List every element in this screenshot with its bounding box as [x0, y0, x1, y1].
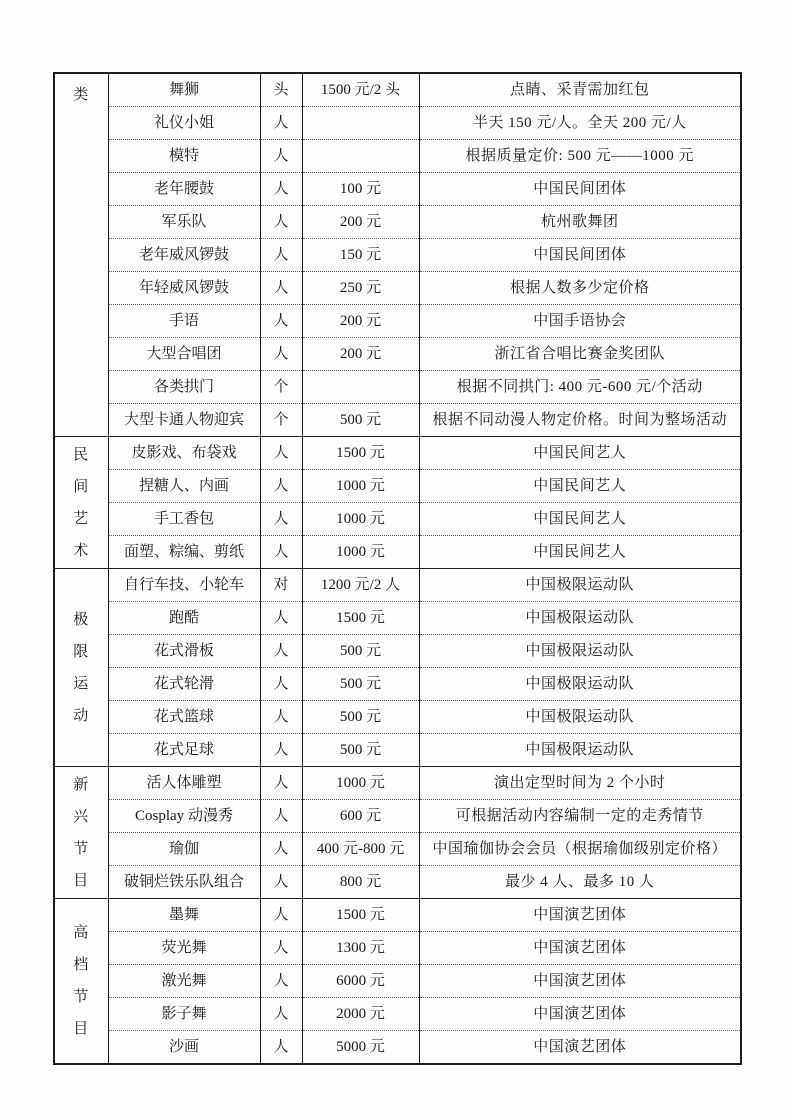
unit-cell: 人	[260, 998, 302, 1031]
price-cell: 2000 元	[302, 998, 419, 1031]
remark-cell: 中国极限运动队	[419, 701, 741, 734]
table-row	[54, 866, 741, 899]
unit-cell: 头	[260, 73, 302, 107]
remark-cell: 浙江省合唱比赛金奖团队	[419, 338, 741, 371]
unit-cell: 人	[260, 767, 302, 800]
item-cell: 模特	[108, 140, 260, 173]
unit-cell: 人	[260, 107, 302, 140]
item-cell: 花式轮滑	[108, 668, 260, 701]
table-row	[54, 173, 741, 206]
unit-cell: 人	[260, 635, 302, 668]
category-char: 术	[73, 542, 90, 559]
unit-cell: 人	[260, 866, 302, 899]
table-row	[54, 470, 741, 503]
price-cell: 1000 元	[302, 470, 419, 503]
category-label	[57, 439, 106, 567]
remark-cell: 中国演艺团体	[419, 899, 741, 932]
price-table	[53, 72, 742, 1065]
item-cell: 花式滑板	[108, 635, 260, 668]
item-cell: 瑜伽	[108, 833, 260, 866]
remark-cell: 中国极限运动队	[419, 734, 741, 767]
remark-cell: 半天 150 元/人。全天 200 元/人	[419, 107, 741, 140]
table-row	[54, 140, 741, 173]
table-row	[54, 668, 741, 701]
table-row	[54, 305, 741, 338]
category-char: 运	[73, 675, 90, 692]
remark-cell: 最少 4 人、最多 10 人	[419, 866, 741, 899]
unit-cell: 人	[260, 833, 302, 866]
table-row	[54, 965, 741, 998]
category-label	[57, 572, 106, 764]
category-char: 限	[73, 643, 90, 660]
item-cell: 影子舞	[108, 998, 260, 1031]
unit-cell: 人	[260, 701, 302, 734]
price-cell: 200 元	[302, 206, 419, 239]
price-cell: 1500 元	[302, 899, 419, 932]
unit-cell: 人	[260, 503, 302, 536]
table-row	[54, 272, 741, 305]
unit-cell: 人	[260, 1031, 302, 1065]
price-cell: 500 元	[302, 701, 419, 734]
item-cell: 花式足球	[108, 734, 260, 767]
price-cell: 1000 元	[302, 536, 419, 569]
category-char: 高	[73, 925, 90, 941]
remark-cell: 中国演艺团体	[419, 1031, 741, 1065]
item-cell: 大型合唱团	[108, 338, 260, 371]
price-cell: 250 元	[302, 272, 419, 305]
table-row	[54, 1031, 741, 1065]
remark-cell: 根据质量定价: 500 元——1000 元	[419, 140, 741, 173]
unit-cell: 人	[260, 899, 302, 932]
item-cell: 舞狮	[108, 73, 260, 107]
item-cell: 跑酷	[108, 602, 260, 635]
remark-cell: 中国极限运动队	[419, 602, 741, 635]
unit-cell: 人	[260, 239, 302, 272]
unit-cell: 人	[260, 965, 302, 998]
table-row	[54, 899, 741, 932]
category-char: 间	[73, 478, 90, 495]
table-row	[54, 338, 741, 371]
item-cell: 军乐队	[108, 206, 260, 239]
unit-cell: 人	[260, 206, 302, 239]
table-row	[54, 437, 741, 470]
price-cell: 500 元	[302, 404, 419, 437]
remark-cell: 中国极限运动队	[419, 635, 741, 668]
category-char: 档	[73, 957, 90, 973]
category-char: 民	[73, 446, 90, 463]
price-cell: 1300 元	[302, 932, 419, 965]
remark-cell: 中国民间艺人	[419, 470, 741, 503]
item-cell: 各类拱门	[108, 371, 260, 404]
table-row	[54, 800, 741, 833]
category-cell	[54, 73, 108, 437]
price-cell: 5000 元	[302, 1031, 419, 1065]
remark-cell: 根据不同拱门: 400 元-600 元/个活动	[419, 371, 741, 404]
remark-cell: 中国极限运动队	[419, 668, 741, 701]
item-cell: 墨舞	[108, 899, 260, 932]
category-char: 目	[73, 1021, 90, 1037]
price-table-body	[54, 73, 741, 1064]
item-cell: 捏糖人、内画	[108, 470, 260, 503]
table-row	[54, 107, 741, 140]
unit-cell: 人	[260, 173, 302, 206]
unit-cell: 人	[260, 668, 302, 701]
price-cell: 100 元	[302, 173, 419, 206]
price-cell: 1000 元	[302, 767, 419, 800]
table-row	[54, 404, 741, 437]
table-row	[54, 701, 741, 734]
category-cell	[54, 899, 108, 1065]
item-cell: 活人体雕塑	[108, 767, 260, 800]
table-row	[54, 73, 741, 107]
unit-cell: 人	[260, 932, 302, 965]
item-cell: 大型卡通人物迎宾	[108, 404, 260, 437]
remark-cell: 中国民间团体	[419, 173, 741, 206]
category-char: 极	[73, 611, 90, 628]
remark-cell: 演出定型时间为 2 个小时	[419, 767, 741, 800]
category-char: 类	[73, 87, 90, 103]
item-cell: 礼仪小姐	[108, 107, 260, 140]
price-cell: 1000 元	[302, 503, 419, 536]
category-label	[57, 79, 106, 431]
remark-cell: 中国演艺团体	[419, 932, 741, 965]
price-cell: 600 元	[302, 800, 419, 833]
table-row	[54, 371, 741, 404]
item-cell: 荧光舞	[108, 932, 260, 965]
unit-cell: 人	[260, 338, 302, 371]
category-cell	[54, 569, 108, 767]
item-cell: 皮影戏、布袋戏	[108, 437, 260, 470]
item-cell: 沙画	[108, 1031, 260, 1065]
item-cell: 激光舞	[108, 965, 260, 998]
table-row	[54, 569, 741, 602]
price-cell: 200 元	[302, 338, 419, 371]
table-row	[54, 998, 741, 1031]
item-cell: 破铜烂铁乐队组合	[108, 866, 260, 899]
price-cell: 1500 元	[302, 602, 419, 635]
table-row	[54, 635, 741, 668]
item-cell: 老年威风锣鼓	[108, 239, 260, 272]
unit-cell: 人	[260, 470, 302, 503]
table-row	[54, 767, 741, 800]
price-cell: 800 元	[302, 866, 419, 899]
remark-cell: 中国民间艺人	[419, 503, 741, 536]
remark-cell: 杭州歌舞团	[419, 206, 741, 239]
category-char: 目	[73, 872, 90, 889]
price-cell: 1500 元/2 头	[302, 73, 419, 107]
remark-cell: 中国民间艺人	[419, 536, 741, 569]
unit-cell: 人	[260, 536, 302, 569]
category-label	[57, 901, 106, 1061]
price-cell	[302, 107, 419, 140]
table-row	[54, 602, 741, 635]
price-cell: 500 元	[302, 734, 419, 767]
unit-cell: 人	[260, 602, 302, 635]
category-cell	[54, 437, 108, 569]
item-cell: 花式篮球	[108, 701, 260, 734]
price-cell: 500 元	[302, 668, 419, 701]
item-cell: 手语	[108, 305, 260, 338]
unit-cell: 人	[260, 305, 302, 338]
category-char: 新	[73, 776, 90, 793]
unit-cell: 人	[260, 140, 302, 173]
remark-cell: 中国民间团体	[419, 239, 741, 272]
remark-cell: 中国演艺团体	[419, 965, 741, 998]
unit-cell: 个	[260, 404, 302, 437]
item-cell: 年轻威风锣鼓	[108, 272, 260, 305]
price-cell: 1500 元	[302, 437, 419, 470]
price-cell: 400 元-800 元	[302, 833, 419, 866]
price-cell: 500 元	[302, 635, 419, 668]
remark-cell: 中国瑜伽协会会员（根据瑜伽级别定价格）	[419, 833, 741, 866]
price-cell: 1200 元/2 人	[302, 569, 419, 602]
remark-cell: 根据不同动漫人物定价格。时间为整场活动	[419, 404, 741, 437]
remark-cell: 可根据活动内容编制一定的走秀情节	[419, 800, 741, 833]
table-row	[54, 734, 741, 767]
price-cell: 200 元	[302, 305, 419, 338]
table-row	[54, 536, 741, 569]
table-row	[54, 206, 741, 239]
unit-cell: 人	[260, 800, 302, 833]
item-cell: 面塑、粽编、剪纸	[108, 536, 260, 569]
table-row	[54, 239, 741, 272]
category-label	[57, 769, 106, 897]
unit-cell: 人	[260, 734, 302, 767]
table-row	[54, 503, 741, 536]
table-row	[54, 932, 741, 965]
item-cell: 自行车技、小轮车	[108, 569, 260, 602]
unit-cell: 对	[260, 569, 302, 602]
unit-cell: 人	[260, 437, 302, 470]
remark-cell: 中国演艺团体	[419, 998, 741, 1031]
unit-cell: 个	[260, 371, 302, 404]
category-char: 动	[73, 707, 90, 724]
remark-cell: 中国手语协会	[419, 305, 741, 338]
remark-cell: 点睛、采青需加红包	[419, 73, 741, 107]
price-cell: 150 元	[302, 239, 419, 272]
item-cell: 手工香包	[108, 503, 260, 536]
category-char: 节	[73, 840, 90, 857]
price-cell	[302, 371, 419, 404]
table-row	[54, 833, 741, 866]
category-cell	[54, 767, 108, 899]
remark-cell: 中国极限运动队	[419, 569, 741, 602]
price-cell: 6000 元	[302, 965, 419, 998]
remark-cell: 根据人数多少定价格	[419, 272, 741, 305]
category-char: 艺	[73, 510, 90, 527]
price-cell	[302, 140, 419, 173]
item-cell: 老年腰鼓	[108, 173, 260, 206]
remark-cell: 中国民间艺人	[419, 437, 741, 470]
item-cell: Cosplay 动漫秀	[108, 800, 260, 833]
unit-cell: 人	[260, 272, 302, 305]
category-char: 兴	[73, 808, 90, 825]
category-char: 节	[73, 989, 90, 1005]
